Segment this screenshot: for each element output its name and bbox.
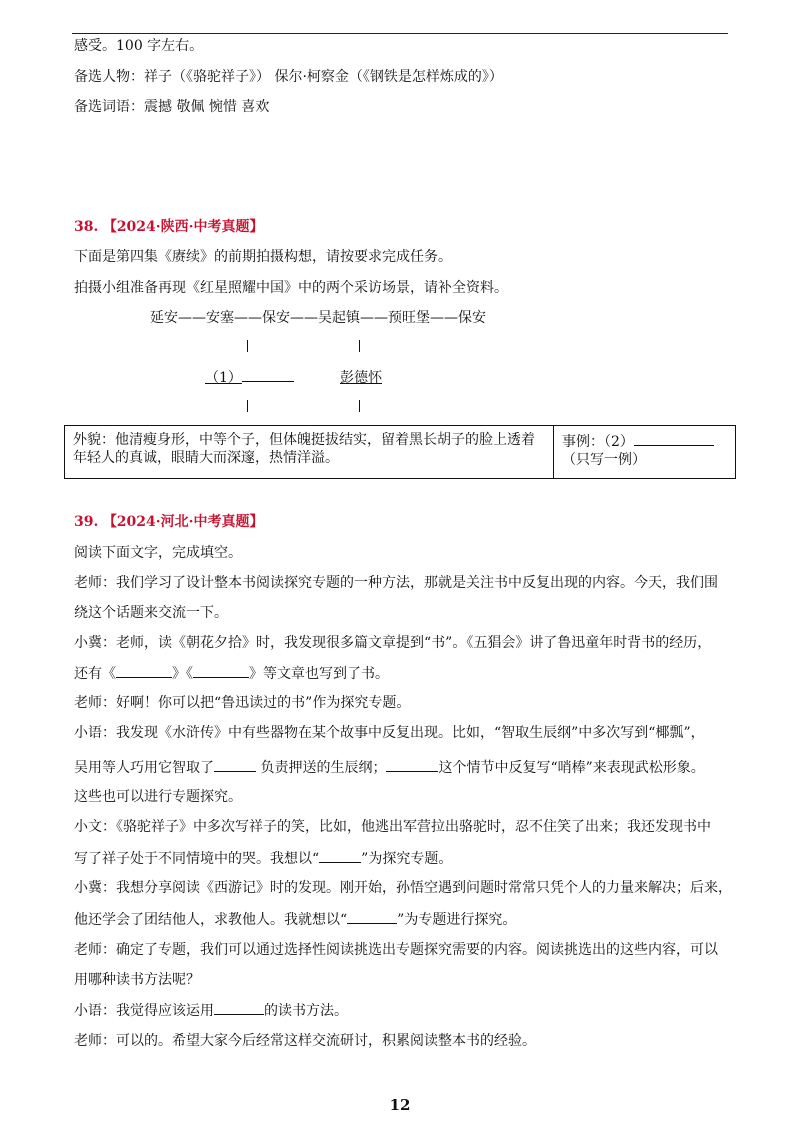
q39-header: [74, 512, 264, 532]
q39-line-7: 吴用等人巧用它智取了 负责押送的生辰纲； 这个情节中反复写“哨棒”来表现武松形象。: [74, 757, 705, 778]
q39-line-2: 绕这个话题来交流一下。: [74, 605, 228, 621]
route-connector-1: [247, 340, 248, 352]
q39-line-5: 老师：好啊！你可以把“鲁迅读过的书”作为探究专题。: [74, 695, 411, 711]
page-number: 12: [389, 1096, 411, 1114]
q39-line-13: 老师：确定了专题，我们可以通过选择性阅读挑选出专题探究需要的内容。阅读挑选出的这些内容，可以: [74, 942, 718, 958]
blank-book-2[interactable]: [193, 663, 249, 678]
q39-line-15: 小语：我觉得应该运用 的读书方法。: [74, 1000, 348, 1021]
q39-line-16: 老师：可以的。希望大家今后经常这样交流研讨，积累阅读整本书的经验。: [74, 1033, 536, 1049]
q38-header: [74, 217, 264, 237]
q39-line-1: 老师：我们学习了设计整本书阅读探究专题的一种方法，那就是关注书中反复出现的内容。今天，我们围: [74, 575, 718, 591]
q39-line-10: 写了祥子处于不同情境中的哭。我想以“ ”为探究专题。: [74, 848, 452, 869]
q38-number: 38.: [74, 219, 99, 235]
prev-line-2: 备选人物：祥子（《骆驼祥子》） 保尔·柯察金（《钢铁是怎样炼成的》）: [74, 69, 503, 85]
blank-plot[interactable]: [386, 757, 438, 772]
route-label-2: 彭德怀: [340, 370, 382, 386]
example-blank[interactable]: [634, 431, 714, 446]
blank-person[interactable]: [214, 757, 256, 772]
q39-line-9: 小文：《骆驼祥子》中多次写祥子的笑，比如，他逃出军营拉出骆驼时，忍不住笑了出来；我还发现书中: [74, 819, 711, 835]
q39-intro: 阅读下面文字，完成填空。: [74, 545, 242, 561]
q39-line-11: 小冀：我想分享阅读《西游记》时的发现。刚开始，孙悟空遇到问题时常常只凭个人的力量来解决；后来，: [74, 880, 732, 896]
route-connector-4: [359, 400, 360, 412]
route-connector-3: [247, 400, 248, 412]
info-table-appearance: 外貌：他清瘦身形，中等个子，但体魄挺拔结实，留着黑长胡子的脸上透着年轻人的真诚，眼睛大而深邃，热情洋溢。: [65, 426, 554, 479]
prev-line-3: 备选词语：震撼 敬佩 惋惜 喜欢: [74, 99, 270, 115]
q38-intro-1: 下面是第四集《赓续》的前期拍摄构想，请按要求完成任务。: [74, 249, 452, 265]
q39-line-6: 小语：我发现《水浒传》中有些器物在某个故事中反复出现。比如，“智取生辰纲”中多次写到“椰瓢”，: [74, 725, 705, 741]
q38-source: 【2024·陕西·中考真题】: [102, 219, 264, 235]
q39-number: 39.: [74, 514, 99, 530]
route-label-1: （1）: [205, 367, 294, 387]
top-rule: [72, 33, 728, 34]
q39-line-14: 用哪种读书方法呢？: [74, 972, 200, 988]
q39-line-4: 还有《 》《 》等文章也写到了书。: [74, 663, 389, 684]
q38-intro-2: 拍摄小组准备再现《红星照耀中国》中的两个采访场景，请补全资料。: [74, 280, 508, 296]
route-diagram-path: 延安——安塞——保安——吴起镇——预旺堡——保安: [150, 310, 486, 326]
route-label-1-blank[interactable]: [242, 367, 294, 382]
info-table: [64, 425, 736, 479]
blank-book-1[interactable]: [116, 663, 172, 678]
prev-line-1: 感受。100 字左右。: [74, 38, 204, 54]
blank-topic-2[interactable]: [347, 909, 397, 924]
q39-line-12: 他还学会了团结他人，求教他人。我就想以“ ”为专题进行探究。: [74, 909, 516, 930]
q39-line-3: 小冀：老师，读《朝花夕拾》时，我发现很多篇文章提到“书”。《五猖会》讲了鲁迅童年时背书的经历，: [74, 635, 712, 651]
blank-topic-1[interactable]: [319, 848, 361, 863]
q39-source: 【2024·河北·中考真题】: [102, 514, 264, 530]
q39-line-8: 这些也可以进行专题探究。: [74, 789, 242, 805]
blank-method[interactable]: [214, 1000, 264, 1015]
route-connector-2: [359, 340, 360, 352]
info-table-example: 事例：（2） （只写一例）: [554, 426, 736, 479]
